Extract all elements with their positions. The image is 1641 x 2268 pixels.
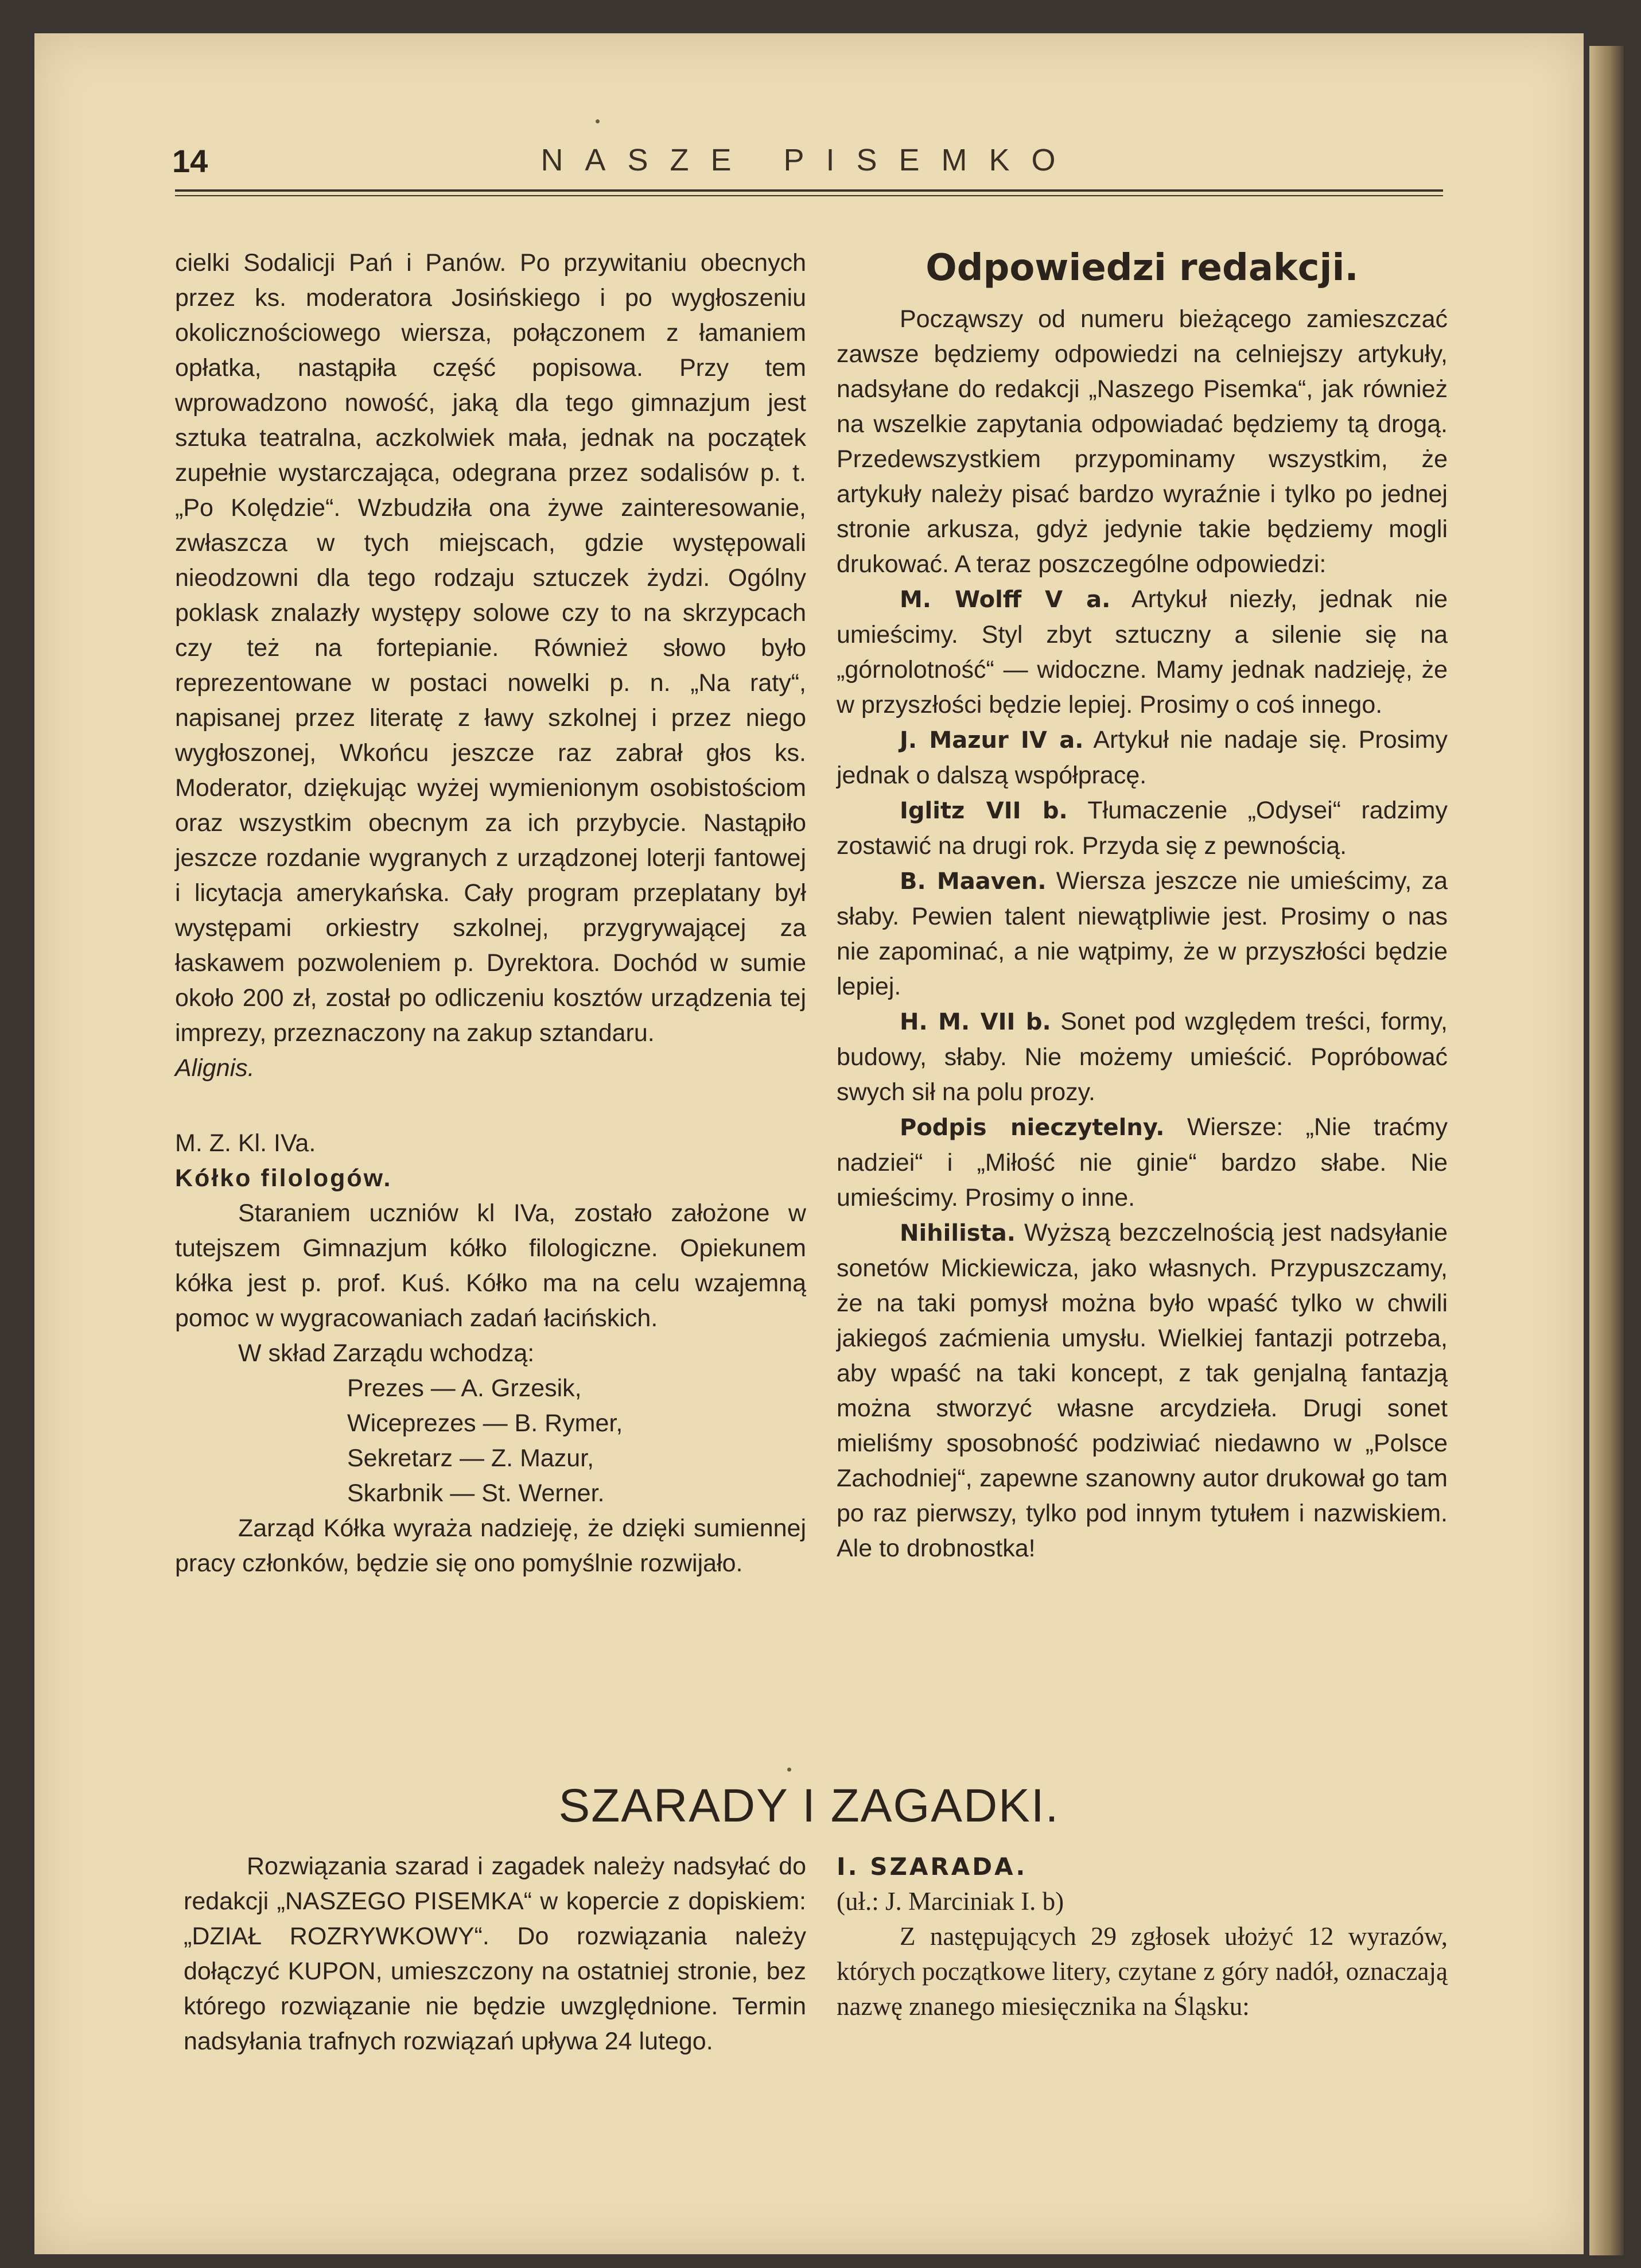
- answer-item: [837, 1004, 1448, 1110]
- answer-item: [837, 793, 1448, 864]
- answer-name: Nihilista.: [900, 1220, 1016, 1246]
- answer-text: Wyższą bezczelnością jest nadsyłanie sonetów Mickiewicza, jako własnych. Przypuszczamy, że na taki pomysł można było wpaść tylko w chwili jakiegoś zaćmienia umysłu. Wielkiej fantazji potrzeba, aby wpaść na taki koncept, z tak genjalną fantazją można stworzyć własne arcydzieła. Drugi sonet mieliśmy sposobność podziwiać niedawno w „Polsce Zachodniej“, zapewne szanowny autor drukował go tam po raz pierwszy, tylko pod innym tytułem i nazwiskiem. Ale to drobnostka!: [837, 1219, 1448, 1562]
- board-member: Sekretarz — Z. Mazur,: [347, 1444, 594, 1472]
- answer-name: M. Wolff V a.: [900, 587, 1111, 613]
- szarady-rules: Rozwiązania szarad i zagadek należy nadsyłać do redakcji „NASZEGO PISEMKA“ w kopercie z dopiskiem: „DZIAŁ ROZRYWKOWY“. Do rozwiązania należy dołączyć KUPON, umieszczony na ostatniej stronie, bez którego rozwiązanie nie będzie uwzględnione. Termin nadsyłania trafnych rozwiązań upływa 24 lutego.: [184, 1853, 806, 2055]
- kolko-paragraph: Staraniem uczniów kl IVa, zostało założone w tutejszem Gimnazjum kółko filologiczne. Opiekunem kółka jest p. prof. Kuś. Kółko ma na celu wzajemną pomoc w wygracowaniach zadań łacińskich.: [175, 1199, 806, 1332]
- page-number: 14: [172, 143, 208, 179]
- kolko-closing: Zarząd Kółka wyraża nadzieję, że dzięki sumiennej pracy członków, będzie się ono pomyślnie rozwijało.: [175, 1514, 806, 1577]
- answer-name: Podpis nieczytelny.: [900, 1114, 1165, 1141]
- answer-text: Wiersze: „Nie traćmy nadziei“ i „Miłość nie ginie“ bardzo słabe. Nie umieścimy. Prosimy o inne.: [837, 1113, 1448, 1211]
- board-member: Wiceprezes — B. Rymer,: [347, 1409, 623, 1437]
- article-paragraph: cielki Sodalicji Pań i Panów. Po przywitaniu obecnych przez ks. moderatora Josińskiego i po wygłoszeniu okolicznościowego wiersza, połączonem z łamaniem opłatka, nastąpiła część popisowa. Przy tem wprowadzono nowość, jaką dla tego gimnazjum jest sztuka teatralna, aczkolwiek mała, jednak na początek zupełnie wystarczająca, odegrana przez sodalisów p. t. „Po Kolędzie“. Wzbudziła ona żywe zainteresowanie, zwłaszcza w tych miejscach, gdzie występowali nieodzowni dla tego rodzaju sztuczek żydzi. Ogólny poklask znalazły występy solowe czy to na skrzypcach czy też na fortepianie. Również słowo było reprezentowane w postaci nowelki p. n. „Na raty“, napisanej przez literatę z ławy szkolnej i przez niego wygłoszonej, Wkońcu jeszcze raz zabrał głos ks. Moderator, dziękując wyżej wymienionym osobistościom oraz wszystkim obecnym za ich przybycie. Nastąpiło jeszcze rozdanie wygranych z urządzonej loterji fantowej i licytacja amerykańska. Cały program przeplatany był występami orkiestry szkolnej, przygrywającej za łaskawem pozwoleniem p. Dyrektora. Dochód w sumie około 200 zł, został po odliczeniu kosztów urządzenia tej imprezy, przeznaczony na zakup sztandaru.: [175, 249, 806, 1047]
- running-title: NASZE PISEMKO: [540, 143, 1078, 177]
- answer-name: B. Maaven.: [900, 868, 1047, 895]
- answer-item: [837, 864, 1448, 1004]
- answer-text: Sonet pod względem treści, formy, budowy, słaby. Nie możemy umieścić. Popróbować swych sił na polu prozy.: [837, 1008, 1448, 1106]
- paper-speck: [787, 1768, 791, 1772]
- answer-item: [837, 582, 1448, 723]
- answer-text: Artykuł nie nadaje się. Prosimy jednak o dalszą współpracę.: [837, 726, 1448, 789]
- answer-text: Artykuł niezły, jednak nie umieścimy. Styl zbyt sztuczny a silenie się na „górnolotność“ — widoczne. Mamy jednak nadzieję, że w przyszłości będzie lepiej. Prosimy o coś innego.: [837, 585, 1448, 719]
- page-edge-shadow: [1589, 46, 1624, 2255]
- paper-speck: [596, 119, 600, 123]
- szarada-title: I. SZARADA.: [837, 1853, 1028, 1881]
- kolko-title: Kółko filologów.: [175, 1164, 392, 1192]
- left-column: [175, 246, 806, 1581]
- header-rule: [175, 189, 1443, 196]
- answer-text: Wiersza jeszcze nie umieścimy, za słaby. Pewien talent niewątpliwie jest. Prosimy o nas nie zapominać, a nie wątpimy, że w przyszłości będzie lepiej.: [837, 867, 1448, 1000]
- answer-text: Tłumaczenie „Odysei“ radzimy zostawić na drugi rok. Przyda się z pewnością.: [837, 797, 1448, 860]
- answer-item: [837, 723, 1448, 793]
- board-intro: W skład Zarządu wchodzą:: [238, 1339, 535, 1367]
- board-member: Skarbnik — St. Werner.: [347, 1479, 605, 1507]
- spacer: [175, 1086, 806, 1126]
- answer-name: H. M. VII b.: [900, 1009, 1051, 1035]
- szarady-title: SZARADY I ZAGADKI.: [558, 1780, 1060, 1832]
- right-column: [837, 242, 1448, 1566]
- szarada-author: (uł.: J. Marciniak I. b): [837, 1887, 1064, 1916]
- byline: M. Z. Kl. IVa.: [175, 1129, 316, 1157]
- answer-name: Iglitz VII b.: [900, 798, 1068, 824]
- board-member: Prezes — A. Grzesik,: [347, 1374, 582, 1402]
- board-list: [175, 1371, 806, 1511]
- szarady-rules-column: [184, 1849, 806, 2059]
- szarada-column: [837, 1849, 1448, 2024]
- answer-item: [837, 1215, 1448, 1566]
- answers-intro: Począwszy od numeru bieżącego zamieszczać zawsze będziemy odpowiedzi na celniejszy artykuły, nadsyłane do redakcji „Naszego Pisemka“, jak również na wszelkie zapytania odpowiadać będziemy tą drogą. Przedewszystkiem przypominamy wszystkim, że artykuły należy pisać bardzo wyraźnie i tylko po jednej stronie arkusza, gdyż jedynie takie będziemy mogli drukować. A teraz poszczególne odpowiedzi:: [837, 305, 1448, 578]
- signature: Alignis.: [175, 1054, 255, 1082]
- answer-name: J. Mazur IV a.: [900, 727, 1084, 754]
- page-header: [172, 142, 1446, 194]
- szarada-text: Z następujących 29 zgłosek ułożyć 12 wyrazów, których początkowe litery, czytane z góry nadół, oznaczają nazwę znanego miesięcznika na Śląsku:: [837, 1922, 1448, 2021]
- answers-title: Odpowiedzi redakcji.: [926, 247, 1359, 289]
- answer-item: [837, 1110, 1448, 1215]
